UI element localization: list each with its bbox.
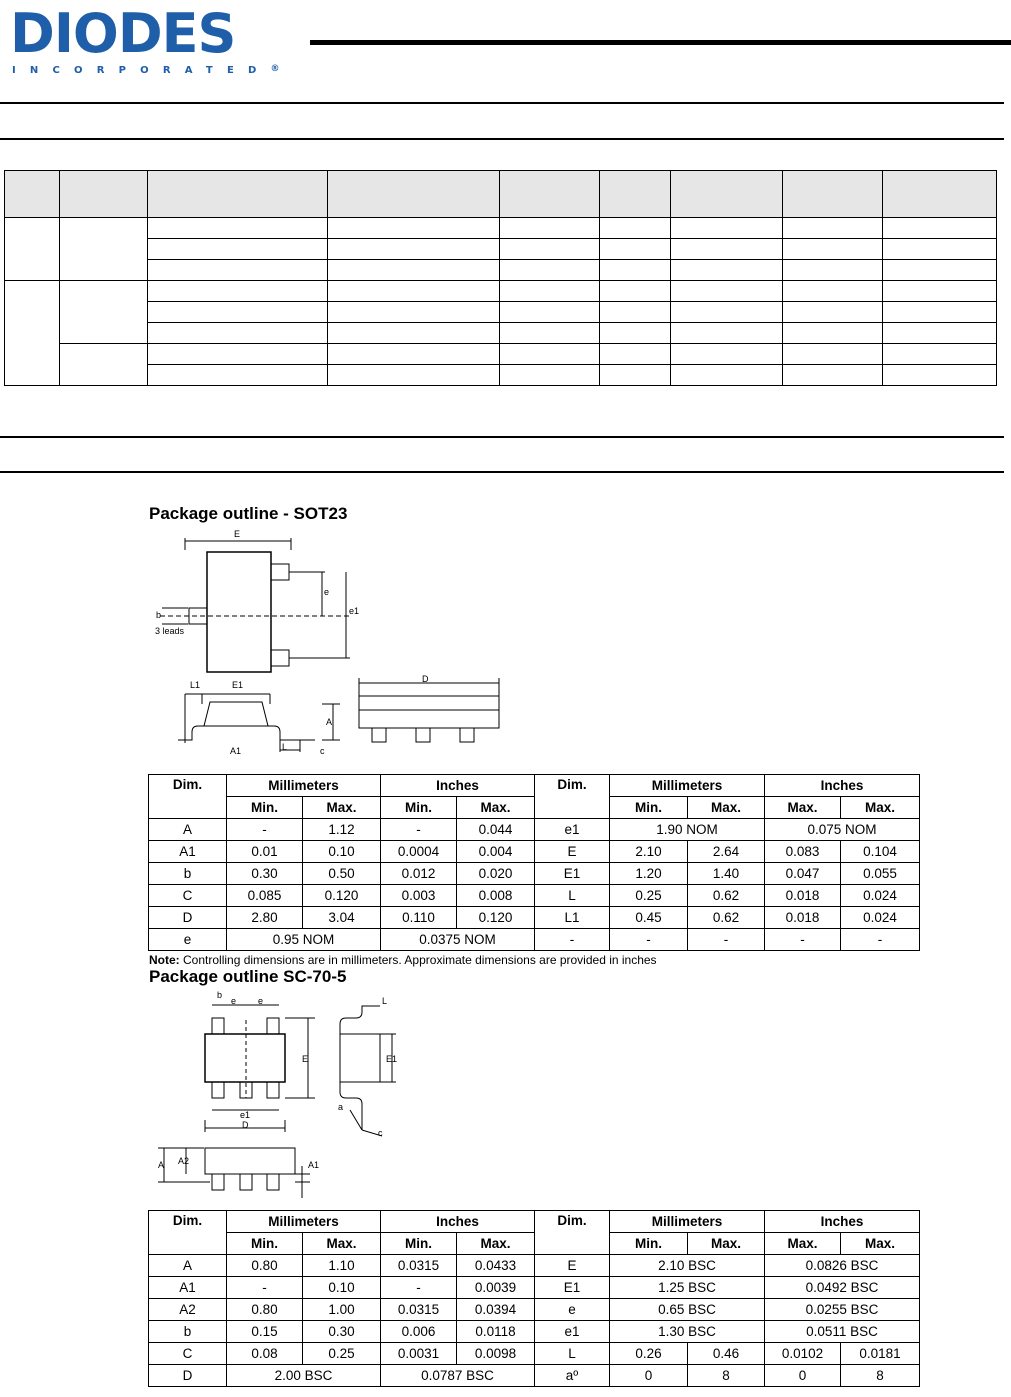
- cell-mm-min: -: [227, 1277, 303, 1299]
- header-rule: [310, 40, 1011, 45]
- cell-mm-max: 0.30: [303, 1321, 381, 1343]
- sub-header: Min.: [227, 1233, 303, 1255]
- cell-in2-max: 0.055: [841, 863, 920, 885]
- label-E: E: [234, 529, 241, 539]
- cell-dim2: -: [535, 929, 610, 951]
- cell-dim: D: [149, 907, 227, 929]
- table-row: [149, 841, 920, 863]
- sot23-mm-header: Millimeters: [227, 775, 381, 797]
- sc70-in-header: Inches: [381, 1211, 535, 1233]
- cell-mm2-min: 1.20: [610, 863, 688, 885]
- grid-row: [5, 218, 997, 239]
- cell-value: 8: [841, 1365, 920, 1387]
- cell-mm-max: 0.10: [303, 1277, 381, 1299]
- label-A1: A1: [230, 746, 242, 756]
- cell-in-max: 0.0394: [457, 1299, 535, 1321]
- cell-value: -: [841, 929, 920, 951]
- cell-mm2-max: 1.40: [688, 863, 765, 885]
- label-E: E: [302, 1054, 309, 1064]
- cell-mm-span: 1.90 NOM: [610, 819, 765, 841]
- cell-mm-min: 0.30: [227, 863, 303, 885]
- cell-mm-span: 0.95 NOM: [227, 929, 381, 951]
- cell-dim2: E: [535, 1255, 610, 1277]
- registered-mark: ®: [270, 64, 280, 74]
- cell-dim: C: [149, 1343, 227, 1365]
- label-L1: L1: [190, 680, 201, 690]
- cell-value: 0: [610, 1365, 688, 1387]
- cell-mm-max: 1.10: [303, 1255, 381, 1277]
- sot23-dim2-header: Dim.: [535, 775, 610, 819]
- sc70-dim-header: Dim.: [149, 1211, 227, 1255]
- cell-mm-min: 0.08: [227, 1343, 303, 1365]
- cell-mm2-max: 0.46: [688, 1343, 765, 1365]
- sub-header: Min.: [227, 797, 303, 819]
- cell-dim: e: [149, 929, 227, 951]
- sc70-mm2-header: Millimeters: [610, 1211, 765, 1233]
- cell-in-max: 0.020: [457, 863, 535, 885]
- label-A: A: [158, 1160, 165, 1170]
- grid-row: [5, 281, 997, 302]
- sot23-header-row: [149, 775, 920, 797]
- label-A1: A1: [308, 1160, 320, 1170]
- logo-subtitle: [12, 64, 279, 76]
- label-L: L: [382, 996, 388, 1006]
- sot23-dimension-table: [148, 774, 920, 951]
- table-row: [149, 1365, 920, 1387]
- grid-row: [5, 365, 997, 386]
- cell-in-max: 0.008: [457, 885, 535, 907]
- sc70-title: Package outline SC-70-5: [149, 967, 347, 986]
- cell-in-min: 0.0004: [381, 841, 457, 863]
- cell-mm-span: 2.10 BSC: [610, 1255, 765, 1277]
- cell-mm-max: 1.00: [303, 1299, 381, 1321]
- cell-in-max: 0.0039: [457, 1277, 535, 1299]
- cell-mm-min: 0.01: [227, 841, 303, 863]
- sot23-mm2-header: Millimeters: [610, 775, 765, 797]
- label-E1: E1: [386, 1054, 398, 1064]
- cell-mm-span: 2.00 BSC: [227, 1365, 381, 1387]
- cell-mm2-min: 0.25: [610, 885, 688, 907]
- cell-mm-max: 1.12: [303, 819, 381, 841]
- cell-in-max: 0.0433: [457, 1255, 535, 1277]
- sub-header: Max.: [303, 797, 381, 819]
- sot23-subheader-row: [149, 797, 920, 819]
- cell-dim2: E: [535, 841, 610, 863]
- cell-dim: A2: [149, 1299, 227, 1321]
- cell-mm-min: 0.15: [227, 1321, 303, 1343]
- table-row: [149, 819, 920, 841]
- sub-header: Max.: [688, 797, 765, 819]
- grid-row: [5, 239, 997, 260]
- sot23-top-view: [160, 538, 350, 672]
- cell-mm-max: 0.50: [303, 863, 381, 885]
- cell-value: 0: [765, 1365, 841, 1387]
- table-row: [149, 863, 920, 885]
- label-e: e: [258, 996, 264, 1006]
- sc70-dim2-header: Dim.: [535, 1211, 610, 1255]
- cell-dim: A: [149, 819, 227, 841]
- sub-header: Max.: [841, 797, 920, 819]
- label-e: e: [231, 996, 237, 1006]
- table-row: [149, 929, 920, 951]
- cell-in2-max: 0.024: [841, 907, 920, 929]
- cell-in2-max: 0.024: [841, 885, 920, 907]
- section-rule-4: [0, 471, 1004, 473]
- cell-in-min: 0.0315: [381, 1255, 457, 1277]
- cell-in-span: 0.075 NOM: [765, 819, 920, 841]
- sot23-dim-header: Dim.: [149, 775, 227, 819]
- sub-header: Min.: [610, 797, 688, 819]
- note-label: Note:: [149, 953, 180, 967]
- label-A2: A2: [178, 1156, 190, 1166]
- cell-dim2: L: [535, 1343, 610, 1365]
- label-c: c: [378, 1128, 383, 1138]
- sub-header: Min.: [610, 1233, 688, 1255]
- cell-in2-min: 0.047: [765, 863, 841, 885]
- cell-in-max: 0.044: [457, 819, 535, 841]
- cell-in-min: 0.0031: [381, 1343, 457, 1365]
- table-row: [149, 907, 920, 929]
- cell-dim: b: [149, 863, 227, 885]
- cell-in-max: 0.0098: [457, 1343, 535, 1365]
- cell-mm2-min: 0.45: [610, 907, 688, 929]
- ordering-info-grid: [4, 170, 997, 386]
- cell-mm-max: 0.120: [303, 885, 381, 907]
- sub-header: Max.: [841, 1233, 920, 1255]
- label-b: b: [217, 990, 223, 1000]
- cell-in2-max: 0.104: [841, 841, 920, 863]
- sc70-top-view: [205, 1005, 315, 1132]
- sot23-side-view: [178, 694, 340, 752]
- cell-mm-min: 0.80: [227, 1255, 303, 1277]
- logo-sub-text: INCORPORATED: [12, 65, 271, 76]
- cell-mm-min: 2.80: [227, 907, 303, 929]
- sc70-subheader-row: [149, 1233, 920, 1255]
- cell-in2-min: 0.018: [765, 907, 841, 929]
- sc70-mm-header: Millimeters: [227, 1211, 381, 1233]
- sc70-outline-drawing: [150, 990, 410, 1202]
- cell-value: -: [610, 929, 688, 951]
- cell-in-span: 0.0787 BSC: [381, 1365, 535, 1387]
- note-text: Controlling dimensions are in millimeters. Approximate dimensions are provided in inches: [179, 953, 657, 967]
- cell-in-min: -: [381, 1277, 457, 1299]
- cell-mm2-min: 2.10: [610, 841, 688, 863]
- cell-in-span: 0.0375 NOM: [381, 929, 535, 951]
- sot23-in-header: Inches: [381, 775, 535, 797]
- cell-in-max: 0.0118: [457, 1321, 535, 1343]
- label-e1: e1: [349, 606, 360, 616]
- cell-in-min: 0.0315: [381, 1299, 457, 1321]
- cell-in-max: 0.120: [457, 907, 535, 929]
- cell-dim2: L1: [535, 907, 610, 929]
- cell-in-span: 0.0511 BSC: [765, 1321, 920, 1343]
- cell-mm2-max: 2.64: [688, 841, 765, 863]
- cell-in-span: 0.0826 BSC: [765, 1255, 920, 1277]
- table-row: [149, 1255, 920, 1277]
- cell-dim2: e1: [535, 819, 610, 841]
- cell-in-span: 0.0255 BSC: [765, 1299, 920, 1321]
- cell-mm-max: 0.25: [303, 1343, 381, 1365]
- grid-row: [5, 344, 997, 365]
- cell-value: -: [765, 929, 841, 951]
- label-D: D: [242, 1120, 249, 1130]
- label-E1: E1: [232, 680, 244, 690]
- sub-header: Max.: [765, 797, 841, 819]
- label-L: L: [282, 742, 288, 752]
- sot23-drawing-labels: [155, 529, 429, 756]
- cell-in-min: 0.003: [381, 885, 457, 907]
- cell-dim: b: [149, 1321, 227, 1343]
- section-rule-1: [0, 102, 1004, 104]
- sot23-outline-drawing: [150, 528, 510, 760]
- cell-mm2-max: 0.62: [688, 907, 765, 929]
- cell-mm-min: 0.80: [227, 1299, 303, 1321]
- sc70-drawing-labels: [158, 990, 397, 1170]
- table-row: [149, 1299, 920, 1321]
- table-row: [149, 1321, 920, 1343]
- table-row: [149, 885, 920, 907]
- sc70-in2-header: Inches: [765, 1211, 920, 1233]
- sot23-title: Package outline - SOT23: [149, 504, 348, 523]
- grid-header-row: [5, 171, 997, 218]
- label-e1: e1: [240, 1110, 251, 1120]
- diodes-logo: DIODES: [10, 2, 236, 65]
- cell-dim: D: [149, 1365, 227, 1387]
- sc70-header-row: [149, 1211, 920, 1233]
- cell-in-max: 0.004: [457, 841, 535, 863]
- cell-mm-span: 0.65 BSC: [610, 1299, 765, 1321]
- sub-header: Max.: [457, 797, 535, 819]
- label-e: e: [324, 587, 330, 597]
- grid-row: [5, 260, 997, 281]
- cell-dim2: E1: [535, 863, 610, 885]
- cell-dim2: E1: [535, 1277, 610, 1299]
- sot23-end-view: [359, 678, 499, 742]
- cell-mm-min: -: [227, 819, 303, 841]
- sub-header: Max.: [688, 1233, 765, 1255]
- grid-row: [5, 323, 997, 344]
- cell-mm-span: 1.25 BSC: [610, 1277, 765, 1299]
- sc70-side-view: [340, 1006, 396, 1136]
- sot23-in2-header: Inches: [765, 775, 920, 797]
- table-row: [149, 1343, 920, 1365]
- cell-in-min: -: [381, 819, 457, 841]
- cell-dim2: e1: [535, 1321, 610, 1343]
- sub-header: Min.: [381, 797, 457, 819]
- sot23-note: [149, 953, 657, 967]
- label-D: D: [422, 674, 429, 684]
- label-3-leads: 3 leads: [155, 626, 185, 636]
- cell-mm-max: 0.10: [303, 841, 381, 863]
- cell-value: 8: [688, 1365, 765, 1387]
- cell-dim: A: [149, 1255, 227, 1277]
- cell-in-span: 0.0492 BSC: [765, 1277, 920, 1299]
- sub-header: Max.: [303, 1233, 381, 1255]
- cell-mm-span: 1.30 BSC: [610, 1321, 765, 1343]
- label-a: a: [338, 1102, 344, 1112]
- cell-mm2-max: 0.62: [688, 885, 765, 907]
- cell-dim2: e: [535, 1299, 610, 1321]
- sub-header: Max.: [457, 1233, 535, 1255]
- cell-in-min: 0.110: [381, 907, 457, 929]
- section-rule-2: [0, 138, 1004, 140]
- sc70-dimension-table: [148, 1210, 920, 1387]
- cell-mm-max: 3.04: [303, 907, 381, 929]
- label-c: c: [320, 746, 325, 756]
- sub-header: Max.: [765, 1233, 841, 1255]
- cell-mm2-min: 0.26: [610, 1343, 688, 1365]
- cell-in-min: 0.006: [381, 1321, 457, 1343]
- section-rule-3: [0, 436, 1004, 438]
- grid-row: [5, 302, 997, 323]
- cell-in-min: 0.012: [381, 863, 457, 885]
- table-row: [149, 1277, 920, 1299]
- cell-in2-min: 0.0102: [765, 1343, 841, 1365]
- cell-in2-min: 0.083: [765, 841, 841, 863]
- label-b: b: [156, 610, 162, 620]
- cell-in2-max: 0.0181: [841, 1343, 920, 1365]
- cell-dim: A1: [149, 1277, 227, 1299]
- cell-dim: C: [149, 885, 227, 907]
- cell-mm-min: 0.085: [227, 885, 303, 907]
- cell-dim2: aº: [535, 1365, 610, 1387]
- label-A: A: [326, 717, 333, 727]
- cell-in2-min: 0.018: [765, 885, 841, 907]
- cell-value: -: [688, 929, 765, 951]
- cell-dim: A1: [149, 841, 227, 863]
- sub-header: Min.: [381, 1233, 457, 1255]
- cell-dim2: L: [535, 885, 610, 907]
